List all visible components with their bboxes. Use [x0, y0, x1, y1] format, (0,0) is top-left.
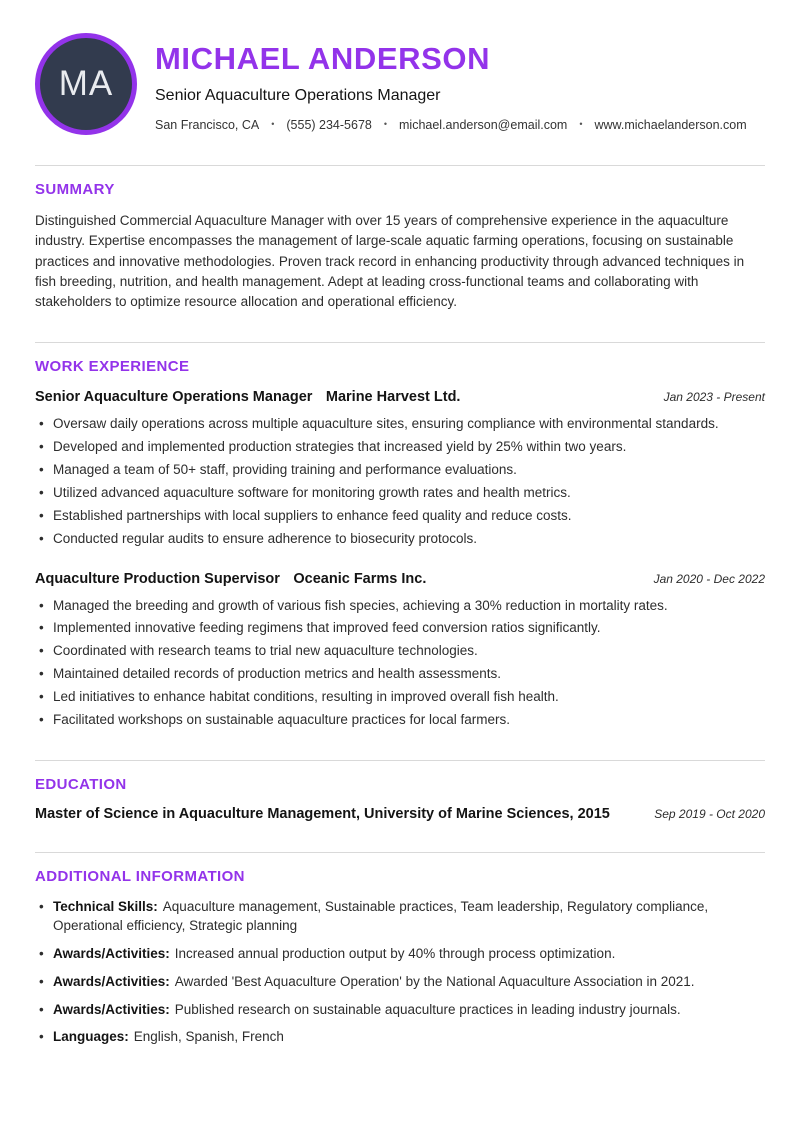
- candidate-job-title: Senior Aquaculture Operations Manager: [155, 86, 441, 104]
- job-role: Senior Aquaculture Operations Manager: [35, 389, 313, 406]
- job-bullet: • Managed the breeding and growth of various fish species, achieving a 30% reduction in mortality rates.: [35, 597, 765, 616]
- contact-email: michael.anderson@email.com: [399, 117, 568, 132]
- job-bullet-list: [35, 415, 765, 548]
- info-item-text: English, Spanish, French: [133, 1029, 284, 1045]
- info-item-label: Languages:: [53, 1029, 129, 1045]
- job-title-line: [35, 388, 460, 406]
- avatar-initials: MA: [58, 64, 114, 103]
- job-header: [35, 570, 765, 588]
- job-company: Marine Harvest Ltd.: [325, 389, 461, 406]
- job-title-line: [35, 570, 426, 588]
- job-bullet-list: [35, 597, 765, 730]
- info-item-label: Awards/Activities:: [53, 973, 170, 989]
- job-entry: [35, 570, 765, 730]
- contact-row: [155, 118, 747, 132]
- education-entry: [35, 806, 765, 822]
- additional-info-item: [35, 898, 765, 936]
- candidate-name: MICHAEL ANDERSON: [155, 40, 491, 76]
- job-bullet: • Led initiatives to enhance habitat conditions, resulting in improved overall fish health.: [35, 688, 765, 707]
- additional-info-item: [35, 945, 765, 964]
- job-bullet: • Implemented innovative feeding regimens that improved feed conversion ratios significantly.: [35, 619, 765, 638]
- header-text: [155, 37, 747, 132]
- education-degree: Master of Science in Aquaculture Management, University of Marine Sciences, 2015: [35, 805, 610, 822]
- contact-separator-icon: •: [579, 119, 583, 129]
- contact-location: San Francisco, CA: [155, 117, 260, 132]
- info-item-label: Awards/Activities:: [53, 945, 170, 961]
- contact-website: www.michaelanderson.com: [594, 117, 747, 132]
- job-bullet: • Managed a team of 50+ staff, providing training and performance evaluations.: [35, 461, 765, 480]
- work-experience-section: [35, 342, 765, 730]
- contact-separator-icon: •: [383, 119, 388, 129]
- work-experience-heading: WORK EXPERIENCE: [35, 358, 190, 376]
- summary-text: Distinguished Commercial Aquaculture Manager with over 15 years of comprehensive experience in the aquaculture industry. Expertise encompasses the management of large-scale aquatic farming operations, focusing on sustainable practices and innovative methodologies. Proven track record in enhancing productivity through advanced techniques in fish breeding, nutrition, and health management. Adept at leading cross-functional teams and collaborating with stakeholders to optimize resource allocation and operational efficiency.: [35, 213, 745, 309]
- additional-info-heading: ADDITIONAL INFORMATION: [35, 867, 245, 885]
- job-dates: Jan 2020 - Dec 2022: [653, 571, 765, 586]
- job-dates: Jan 2023 - Present: [663, 390, 765, 405]
- job-company: Oceanic Farms Inc.: [293, 570, 427, 587]
- info-item-label: Technical Skills:: [53, 898, 158, 914]
- contact-phone: (555) 234-5678: [286, 117, 372, 132]
- info-item-text: Awarded 'Best Aquaculture Operation' by the National Aquaculture Association in 2021.: [174, 973, 695, 989]
- additional-info-item: [35, 1001, 765, 1020]
- avatar: [35, 33, 137, 135]
- contact-separator-icon: •: [271, 119, 275, 129]
- resume-header: [35, 33, 765, 135]
- additional-info-item: [35, 973, 765, 992]
- additional-info-item: [35, 1028, 765, 1047]
- summary-heading: SUMMARY: [35, 181, 115, 198]
- job-bullet: • Utilized advanced aquaculture software for monitoring growth rates and health metrics.: [35, 484, 765, 503]
- job-bullet: • Facilitated workshops on sustainable aquaculture practices for local farmers.: [35, 711, 765, 730]
- job-bullet: • Conducted regular audits to ensure adherence to biosecurity protocols.: [35, 530, 765, 549]
- job-role: Aquaculture Production Supervisor: [35, 570, 280, 587]
- education-section: [35, 760, 765, 822]
- info-item-text: Published research on sustainable aquaculture practices in leading industry journals.: [174, 1001, 681, 1017]
- job-header: [35, 388, 765, 406]
- education-heading: EDUCATION: [35, 775, 127, 793]
- additional-info-section: [35, 852, 765, 1047]
- info-item-text: Aquaculture management, Sustainable practices, Team leadership, Regulatory compliance, Operational efficiency, Strategic planning: [53, 898, 709, 933]
- job-bullet: • Coordinated with research teams to trial new aquaculture technologies.: [35, 642, 765, 661]
- job-entry: [35, 388, 765, 548]
- job-bullet: • Established partnerships with local suppliers to enhance feed quality and reduce costs.: [35, 507, 765, 526]
- info-item-label: Awards/Activities:: [53, 1001, 170, 1017]
- job-bullet: • Maintained detailed records of production metrics and health assessments.: [35, 665, 765, 684]
- job-bullet: • Oversaw daily operations across multiple aquaculture sites, ensuring compliance with environmental standards.: [35, 415, 765, 434]
- education-dates: Sep 2019 - Oct 2020: [654, 806, 765, 821]
- job-bullet: • Developed and implemented production strategies that increased yield by 25% within two years.: [35, 438, 765, 457]
- summary-section: [35, 165, 765, 312]
- additional-info-list: [35, 898, 765, 1047]
- info-item-text: Increased annual production output by 40% through process optimization.: [174, 945, 616, 961]
